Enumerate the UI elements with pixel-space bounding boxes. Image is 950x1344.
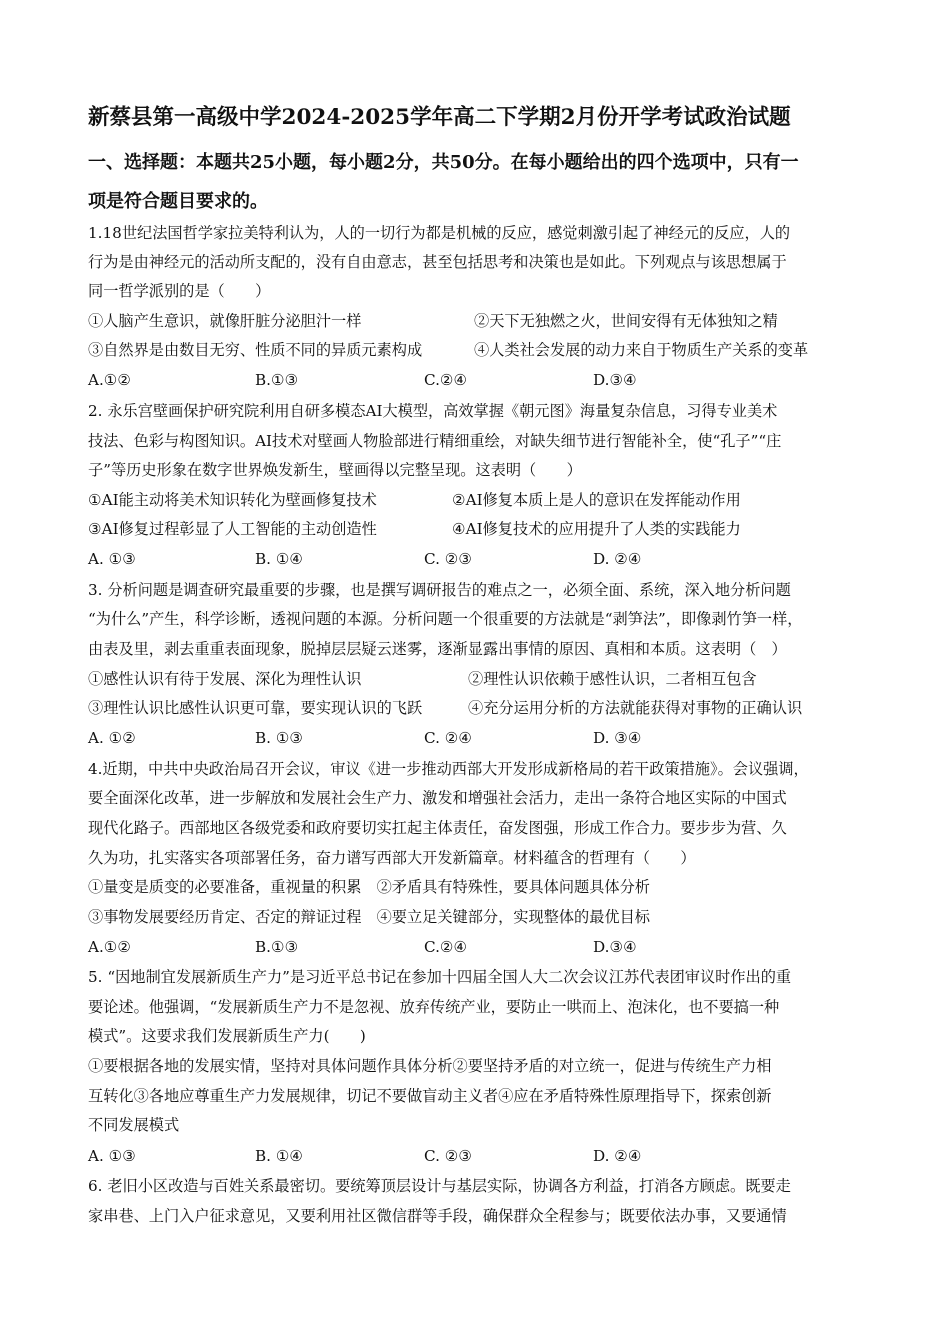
q2-stem-line-1: 2. 永乐宫壁画保护研究院利用自研多模态AI大模型，高效掌握《朝元图》海量复杂信息，习得专业美术 <box>88 402 778 420</box>
q2-statement-4: ④AI修复技术的应用提升了人类的实践能力 <box>452 520 741 538</box>
q5-stem-line-1: 5. “因地制宜发展新质生产力”是习近平总书记在参加十四届全国人大二次会议江苏代表团审议时作出的重 <box>88 968 792 986</box>
q4-stem-line-1: 4.近期，中共中央政治局召开会议，审议《进一步推动西部大开发形成新格局的若干政策措施》。会议强调， <box>88 760 809 778</box>
q4-statements-row-2: ③事物发展要经历肯定、否定的辩证过程 ④要立足关键部分，实现整体的最优目标 <box>88 908 650 926</box>
q3-stem-line-1: 3. 分析问题是调查研究最重要的步骤，也是撰写调研报告的难点之一，必须全面、系统，深入地分析问题 <box>88 581 791 599</box>
q5-choice-b: B. ①④ <box>255 1147 304 1165</box>
q5-stem-line-2: 要论述。他强调，“发展新质生产力不是忽视、放弃传统产业，要防止一哄而上、泡沫化，也不要搞一种 <box>88 998 780 1016</box>
q3-choice-a: A. ①② <box>88 729 136 747</box>
section-heading-line-1: 一、选择题：本题共25小题，每小题2分，共50分。在每小题给出的四个选项中，只有一 <box>88 152 799 173</box>
q1-statement-1: ①人脑产生意识，就像肝脏分泌胆汁一样 <box>88 312 362 330</box>
q2-statement-3: ③AI修复过程彰显了人工智能的主动创造性 <box>88 520 377 538</box>
q3-stem-line-2: “为什么”产生，科学诊断，透视问题的本源。分析问题一个很重要的方法就是“剥笋法”，即像剥竹笋一样， <box>88 610 803 628</box>
q4-stem-line-4: 久为功，扎实落实各项部署任务，奋力谱写西部大开发新篇章。材料蕴含的哲理有（ ） <box>88 849 696 867</box>
q4-choice-a: A.①② <box>88 938 132 956</box>
q5-choice-d: D. ②④ <box>593 1147 642 1165</box>
q4-statements-row-1: ①量变是质变的必要准备，重视量的积累 ②矛盾具有特殊性，要具体问题具体分析 <box>88 878 650 896</box>
q4-choice-b: B.①③ <box>255 938 299 956</box>
q4-choice-c: C.②④ <box>424 938 468 956</box>
q2-statement-1: ①AI能主动将美术知识转化为壁画修复技术 <box>88 491 377 509</box>
q3-stem-line-3: 由表及里，剥去重重表面现象，脱掉层层疑云迷雾，逐渐显露出事情的原因、真相和本质。这表明（ ） <box>88 640 787 658</box>
q3-statement-4: ④充分运用分析的方法就能获得对事物的正确认识 <box>468 699 803 717</box>
q5-statements-line-3: 不同发展模式 <box>88 1116 180 1134</box>
q1-statement-4: ④人类社会发展的动力来自于物质生产关系的变革 <box>474 341 809 359</box>
q2-statement-2: ②AI修复本质上是人的意识在发挥能动作用 <box>452 491 741 509</box>
q2-stem-line-3: 子”等历史形象在数字世界焕发新生，壁画得以完整呈现。这表明（ ） <box>88 461 582 479</box>
q6-stem-line-1: 6. 老旧小区改造与百姓关系最密切。要统筹顶层设计与基层实际，协调各方利益，打消各方顾虑。既要走 <box>88 1177 791 1195</box>
q3-choice-c: C. ②④ <box>424 729 472 747</box>
q4-choice-d: D.③④ <box>593 938 637 956</box>
q2-choice-c: C. ②③ <box>424 550 472 568</box>
q5-statements-line-1: ①要根据各地的发展实情，坚持对具体问题作具体分析②要坚持矛盾的对立统一，促进与传统生产力相 <box>88 1057 772 1075</box>
q6-stem-line-2: 家串巷、上门入户征求意见，又要利用社区微信群等手段，确保群众全程参与；既要依法办事，又要通情 <box>88 1207 787 1225</box>
q1-stem-line-1: 1.18世纪法国哲学家拉美特利认为，人的一切行为都是机械的反应，感觉刺激引起了神经元的反应，人的 <box>88 224 791 242</box>
q2-choice-a: A. ①③ <box>88 550 136 568</box>
q5-choice-c: C. ②③ <box>424 1147 472 1165</box>
section-heading-line-2: 项是符合题目要求的。 <box>88 191 268 212</box>
q1-choice-c: C.②④ <box>424 371 468 389</box>
q4-stem-line-3: 现代化路子。西部地区各级党委和政府要切实扛起主体责任，奋发图强，形成工作合力。要步步为营、久 <box>88 819 787 837</box>
q4-stem-line-2: 要全面深化改革，进一步解放和发展社会生产力、激发和增强社会活力，走出一条符合地区实际的中国式 <box>88 789 787 807</box>
q1-choice-a: A.①② <box>88 371 132 389</box>
q3-choice-b: B. ①③ <box>255 729 304 747</box>
q1-choice-d: D.③④ <box>593 371 637 389</box>
q3-statement-2: ②理性认识依赖于感性认识，二者相互包含 <box>468 670 757 688</box>
q2-choice-d: D. ②④ <box>593 550 642 568</box>
q1-statement-3: ③自然界是由数目无穷、性质不同的异质元素构成 <box>88 341 423 359</box>
q1-choice-b: B.①③ <box>255 371 299 389</box>
q1-statement-2: ②天下无独燃之火，世间安得有无体独知之精 <box>474 312 778 330</box>
q5-stem-line-3: 模式”。这要求我们发展新质生产力( ) <box>88 1027 366 1045</box>
page-title: 新蔡县第一高级中学2024-2025学年高二下学期2月份开学考试政治试题 <box>88 105 791 130</box>
q2-stem-line-2: 技法、色彩与构图知识。AI技术对壁画人物脸部进行精细重绘，对缺失细节进行智能补全，使“孔子”“庄 <box>88 432 782 450</box>
q5-choice-a: A. ①③ <box>88 1147 136 1165</box>
q1-stem-line-2: 行为是由神经元的活动所支配的，没有自由意志，甚至包括思考和决策也是如此。下列观点与该思想属于 <box>88 253 787 271</box>
q3-statement-1: ①感性认识有待于发展、深化为理性认识 <box>88 670 362 688</box>
q2-choice-b: B. ①④ <box>255 550 304 568</box>
q5-statements-line-2: 互转化③各地应尊重生产力发展规律，切记不要做盲动主义者④应在矛盾特殊性原理指导下，探索创新 <box>88 1087 772 1105</box>
q3-choice-d: D. ③④ <box>593 729 642 747</box>
q1-stem-line-3: 同一哲学派别的是（ ） <box>88 282 271 300</box>
q3-statement-3: ③理性认识比感性认识更可靠，要实现认识的飞跃 <box>88 699 423 717</box>
